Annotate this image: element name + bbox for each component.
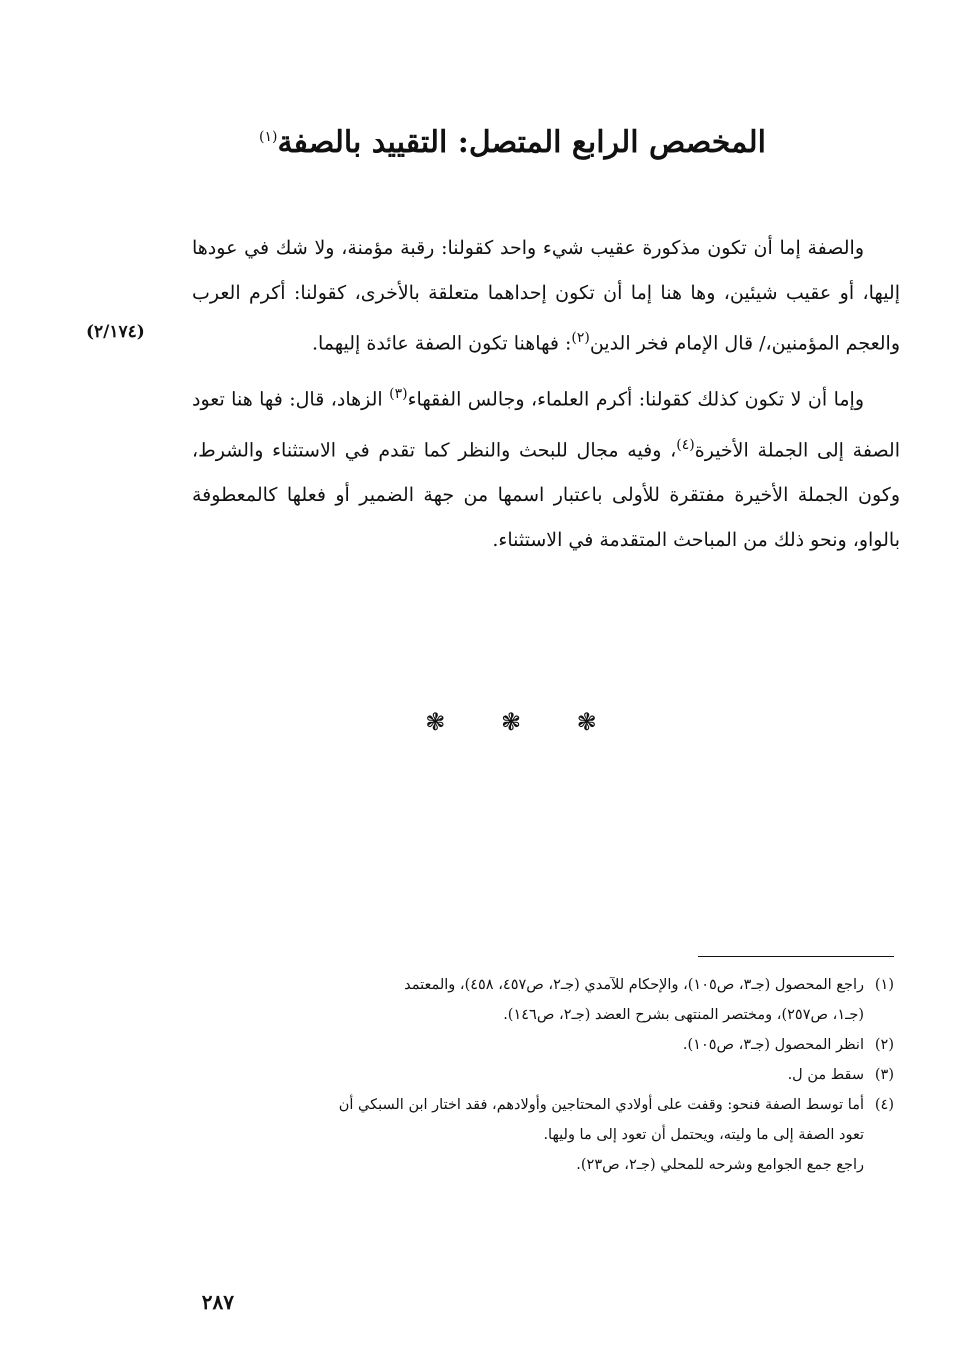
paragraph-2-text: وإما أن لا تكون كذلك كقولنا: أكرم العلماء، وجالس الفقهاء: [407, 388, 864, 411]
footnote-number: (١): [874, 977, 894, 993]
footnote-2: [176, 1030, 894, 1060]
margin-reference: (٢/١٧٤): [86, 322, 145, 342]
footnote-mark: (٤): [676, 436, 695, 453]
footnote-3: [176, 1060, 894, 1090]
footnote-number: (٢): [874, 1037, 894, 1053]
footnote-text: سقط من ل.: [787, 1067, 864, 1083]
footnote-4-continued: تعود الصفة إلى ما وليته، ويحتمل أن تعود إلى ما وليها.: [543, 1127, 864, 1143]
footnotes: [176, 970, 894, 1180]
paragraph-1-text: والصفة إما أن تكون مذكورة عقيب شيء واحد كقولنا: رقبة مؤمنة، ولا شك في عودها إليها، أو عقيب شيئين، وها هنا إما أن تكون إحداهما متعلقة بالأخرى، كقولنا: أكرم العرب والعجم المؤمنين،/ قال الإمام فخر الدين: [192, 237, 900, 355]
paragraph-2: [192, 372, 900, 563]
paragraph-1-text-end: : فهاهنا تكون الصفة عائدة إليهما.: [311, 332, 572, 355]
paragraph-2-text-mid: الزهاد، قال: فها هنا تعود الصفة إلى الجملة الأخيرة: [192, 388, 900, 461]
footnote-1: [176, 970, 894, 1000]
body-text: [192, 226, 900, 563]
paragraph-2-text-end: ، وفيه مجال للبحث والنظر كما تقدم في الاستثناء والشرط، وكون الجملة الأخيرة مفتقرة للأولى باعتبار اسمها من جهة الضمير أو فعلها كالمعطوفة بالواو، ونحو ذلك من المباحث المتقدمة في الاستثناء.: [192, 438, 900, 551]
footnote-number: (٣): [874, 1067, 894, 1083]
section-separator: ❃ ❃ ❃: [425, 708, 621, 736]
page-number: ٢٨٧: [201, 1290, 234, 1314]
footnote-mark: (٣): [389, 386, 408, 403]
footnote-mark: (١): [258, 129, 278, 145]
footnote-divider: [698, 956, 894, 957]
footnote-4: [176, 1090, 894, 1120]
footnote-text: أما توسط الصفة فنحو: وقفت على أولادي المحتاجين وأولادهم، فقد اختار ابن السبكي أن: [338, 1097, 864, 1113]
section-title-text: المخصص الرابع المتصل: التقييد بالصفة: [277, 125, 766, 160]
footnote-number: (٤): [874, 1097, 894, 1113]
footnote-text: راجع المحصول (جـ٣، ص١٠٥)، والإحكام للآمدي (جـ٢، ص٤٥٧، ٤٥٨)، والمعتمد: [404, 977, 864, 993]
footnote-mark: (٢): [571, 330, 590, 346]
footnote-4-continued: راجع جمع الجوامع وشرحه للمحلي (جـ٢، ص٢٣).: [576, 1157, 864, 1173]
paragraph-1: [192, 226, 900, 366]
footnote-1-continued: (جـ١، ص٢٥٧)، ومختصر المنتهى بشرح العضد (جـ٢، ص١٤٦).: [503, 1007, 864, 1023]
section-title: [206, 112, 766, 168]
footnote-text: انظر المحصول (جـ٣، ص١٠٥).: [682, 1037, 864, 1053]
